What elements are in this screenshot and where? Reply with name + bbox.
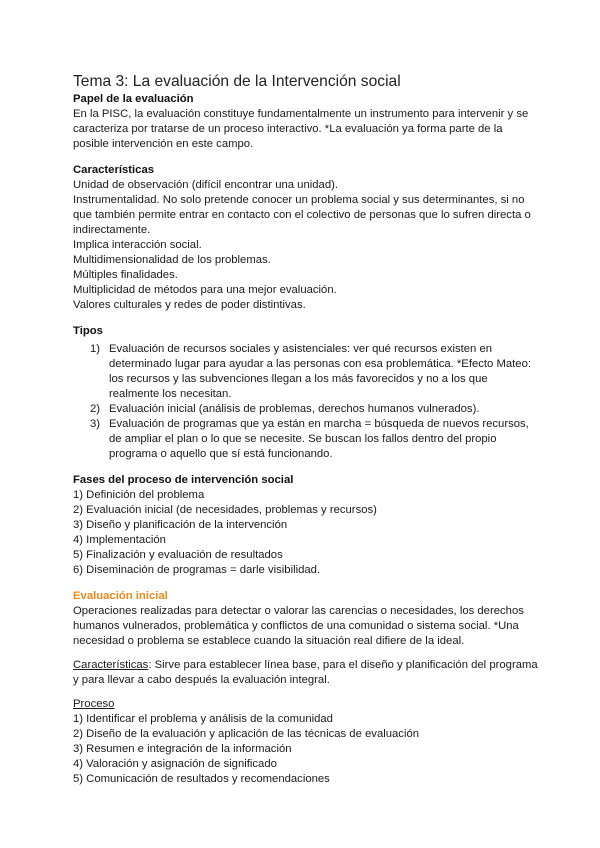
proceso-item: 4) Valoración y asignación de significado [73,758,277,770]
evaluacion-inicial-heading: Evaluación inicial [73,590,168,602]
caracteristica-item: Valores culturales y redes de poder distintivas. [73,299,306,311]
papel-heading: Papel de la evaluación [73,93,194,105]
list-text: Evaluación de recursos sociales y asistenciales: ver qué recursos existen en determinado lugar para ayudar a las personas con esa problemática. *Efecto Mateo: los recursos y las subvenciones llegan a los más favorecidos y no a los que realmente los necesitan. [109,343,531,400]
caracteristicas-heading: Características [73,164,155,176]
tipos-heading: Tipos [73,325,103,337]
caracteristicas-text: : Sirve para establecer línea base, para el diseño y planificación del programa y para llevar a cabo después la evaluación integral. [73,659,538,686]
papel-text: En la PISC, la evaluación constituye fundamentalmente un instrumento para intervenir y se caracteriza por tratarse de un proceso interactivo. *La evaluación ya forma parte de la posible intervención en este campo. [73,108,529,150]
proceso-item: 3) Resumen e integración de la información [73,743,292,755]
list-item [73,417,540,462]
list-number: 2) [90,403,101,415]
caracteristica-item: Implica interacción social. [73,239,202,251]
tipos-list [73,342,540,462]
list-text: Evaluación inicial (análisis de problemas, derechos humanos vulnerados). [109,403,480,415]
page-title: Tema 3: La evaluación de la Intervención social [73,73,401,90]
caracteristica-item: Unidad de observación (difícil encontrar una unidad). [73,179,339,191]
fase-item: 5) Finalización y evaluación de resultados [73,549,283,561]
fase-item: 4) Implementación [73,534,166,546]
list-item [73,402,540,417]
fase-item: 2) Evaluación inicial (de necesidades, problemas y recursos) [73,504,377,516]
caracteristica-item: Multidimensionalidad de los problemas. [73,254,271,266]
proceso-item: 2) Diseño de la evaluación y aplicación de las técnicas de evaluación [73,728,420,740]
caracteristicas-paragraph [73,658,540,688]
proceso-item: 1) Identificar el problema y análisis de la comunidad [73,713,333,725]
caracteristica-item: Multiplicidad de métodos para una mejor evaluación. [73,284,337,296]
list-text: Evaluación de programas que ya están en marcha = búsqueda de nuevos recursos, de ampliar el plan o lo que se necesite. Se buscan los fallos dentro del propio programa o aquello que sí está funcionando. [109,418,529,460]
list-number: 1) [90,343,101,355]
fase-item: 3) Diseño y planificación de la intervención [73,519,288,531]
proceso-label: Proceso [73,698,115,710]
caracteristica-item: Instrumentalidad. No solo pretende conocer un problema social y sus determinantes, si no que también permite entrar en contacto con el colectivo de personas que lo sufren directa o indirectamente. [73,194,531,236]
fase-item: 6) Diseminación de programas = darle visibilidad. [73,564,321,576]
caracteristicas-label: Características [73,659,149,671]
evaluacion-inicial-text: Operaciones realizadas para detectar o valorar las carencias o necesidades, los derechos humanos vulnerados, problemática y conflictos de una comunidad o sistema social. *Una necesidad o problema se establece cuando la situación real difiere de la ideal. [73,605,524,647]
list-item [73,342,540,402]
caracteristica-item: Múltiples finalidades. [73,269,178,281]
fases-heading: Fases del proceso de intervención social [73,474,294,486]
proceso-item: 5) Comunicación de resultados y recomendaciones [73,773,330,785]
list-number: 3) [90,418,101,430]
fase-item: 1) Definición del problema [73,489,205,501]
